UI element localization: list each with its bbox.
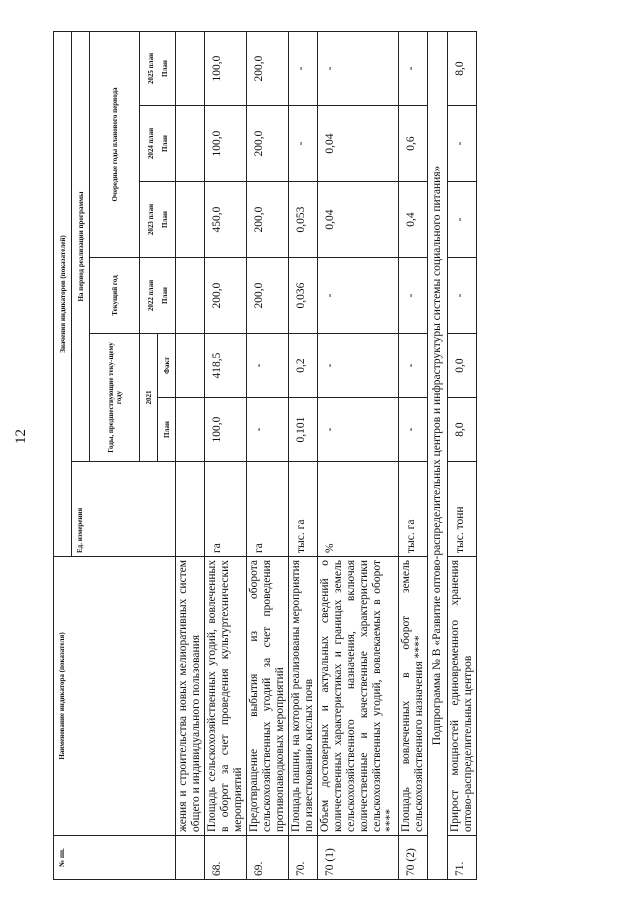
value-2021-fact: 0,0: [448, 334, 477, 398]
value-2021-fact: [176, 334, 205, 398]
value-2021-plan: -: [399, 398, 428, 462]
header-year-2024-label: 2024 план: [146, 127, 155, 160]
value-2022: 200,0: [247, 258, 289, 334]
header-current-year: Текущий год: [90, 258, 140, 334]
table-row: [205, 32, 247, 880]
header-year-2022-label: 2022 план: [146, 279, 155, 312]
value-2024: 200,0: [247, 106, 289, 182]
value-2024: [176, 106, 205, 182]
indicator-name: Объем достоверных и актуальных сведений о количественных характеристиках и границах земель сельскохозяйственного назначения, включая количественные и качественные характеристики сельскохозяйственных угодий, вовлекаемых в оборот ****: [318, 557, 399, 836]
value-2021-fact: 418,5: [205, 334, 247, 398]
header-year-2025-label: 2025 план: [146, 52, 155, 85]
header-name: Наименование индикатора (показателя): [54, 557, 176, 836]
value-2022: 0,036: [289, 258, 318, 334]
value-2024: -: [289, 106, 318, 182]
value-2024: 0,04: [318, 106, 399, 182]
page-number: 12: [13, 429, 29, 444]
value-2021-fact: -: [247, 334, 289, 398]
value-2021-plan: -: [247, 398, 289, 462]
row-number: 68.: [205, 836, 247, 880]
value-2021-plan: [176, 398, 205, 462]
header-year-2023-label: 2023 план: [146, 203, 155, 236]
value-2024: -: [448, 106, 477, 182]
table-row: [448, 32, 477, 880]
indicator-name: Площадь пашни, на которой реализованы мероприятия по известкованию кислых почв: [289, 557, 318, 836]
unit-cell: %: [318, 462, 399, 557]
value-2021-plan: -: [318, 398, 399, 462]
indicator-name: Площадь вовлеченных в оборот земель сельскохозяйственного назначения ****: [399, 557, 428, 836]
value-2022: 200,0: [205, 258, 247, 334]
unit-cell: тыс. га: [289, 462, 318, 557]
indicator-name: жения и строительства новых мелиоративных систем общего и индивидуального пользования: [176, 557, 205, 836]
table-row: [399, 32, 428, 880]
header-values: Значения индикаторов (показателей): [54, 32, 72, 557]
unit-cell: тыс. га: [399, 462, 428, 557]
header-year-2022: [140, 258, 176, 334]
value-2025: -: [318, 32, 399, 106]
table-row: [318, 32, 399, 880]
value-2024: 0,6: [399, 106, 428, 182]
value-2023: 0,053: [289, 182, 318, 258]
value-2023: [176, 182, 205, 258]
row-number: 70.: [289, 836, 318, 880]
value-2021-plan: 0,101: [289, 398, 318, 462]
value-2025: [176, 32, 205, 106]
unit-cell: тыс. тонн: [448, 462, 477, 557]
row-number: [176, 836, 205, 880]
value-2023: 200,0: [247, 182, 289, 258]
value-2025: 8,0: [448, 32, 477, 106]
header-year-2024-plan: План: [160, 135, 169, 152]
document-table-container: [53, 32, 593, 880]
value-2022: [176, 258, 205, 334]
table-row: [247, 32, 289, 880]
header-next-years: Очередные годы планового периода: [90, 32, 140, 258]
header-2021-plan: План: [158, 398, 176, 462]
value-2023: 450,0: [205, 182, 247, 258]
header-year-2022-plan: План: [160, 287, 169, 304]
header-year-2025: [140, 32, 176, 106]
row-number: 71.: [448, 836, 477, 880]
unit-cell: [176, 462, 205, 557]
header-num: № пп.: [54, 836, 176, 880]
value-2021-plan: 8,0: [448, 398, 477, 462]
row-number: 69.: [247, 836, 289, 880]
header-year-2023: [140, 182, 176, 258]
value-2023: -: [448, 182, 477, 258]
indicator-name: Площадь сельскохозяйственных угодий, вовлеченных в оборот за счет проведения культуртехнических мероприятий: [205, 557, 247, 836]
value-2021-fact: -: [318, 334, 399, 398]
value-2025: -: [289, 32, 318, 106]
header-year-2023-plan: План: [160, 211, 169, 228]
value-2022: -: [448, 258, 477, 334]
header-prev-years: Годы, предшествующие теку-щему году: [90, 334, 140, 462]
value-2025: 200,0: [247, 32, 289, 106]
header-program-period: На период реализации программы: [72, 32, 90, 462]
value-2023: 0,4: [399, 182, 428, 258]
value-2021-fact: 0,2: [289, 334, 318, 398]
value-2021-fact: -: [399, 334, 428, 398]
header-unit: Ед. измерения: [72, 462, 176, 557]
row-number: 70 (2): [399, 836, 428, 880]
value-2022: -: [399, 258, 428, 334]
section-row: [428, 32, 448, 880]
row-number: 70 (1): [318, 836, 399, 880]
header-year-2024: [140, 106, 176, 182]
value-2021-plan: 100,0: [205, 398, 247, 462]
indicator-name: Предотвращение выбытия из оборота сельскохозяйственных угодий за счет проведения противопаводковых мероприятий: [247, 557, 289, 836]
value-2022: -: [318, 258, 399, 334]
indicator-name: Прирост мощностей единовременного хранения оптово-распределительных центров: [448, 557, 477, 836]
indicators-table: [53, 31, 477, 880]
value-2025: 100,0: [205, 32, 247, 106]
header-2021-fact: Факт: [158, 334, 176, 398]
value-2023: 0,04: [318, 182, 399, 258]
table-row: [176, 32, 205, 880]
value-2024: 100,0: [205, 106, 247, 182]
value-2025: -: [399, 32, 428, 106]
subprogram-title: Подпрограмма № В «Развитие оптово-распределительных центров и инфраструктуры системы социального питания»: [428, 32, 448, 880]
unit-cell: га: [247, 462, 289, 557]
header-year-2025-plan: План: [160, 60, 169, 77]
table-row: [289, 32, 318, 880]
header-year-2021: 2021: [140, 334, 158, 462]
unit-cell: га: [205, 462, 247, 557]
